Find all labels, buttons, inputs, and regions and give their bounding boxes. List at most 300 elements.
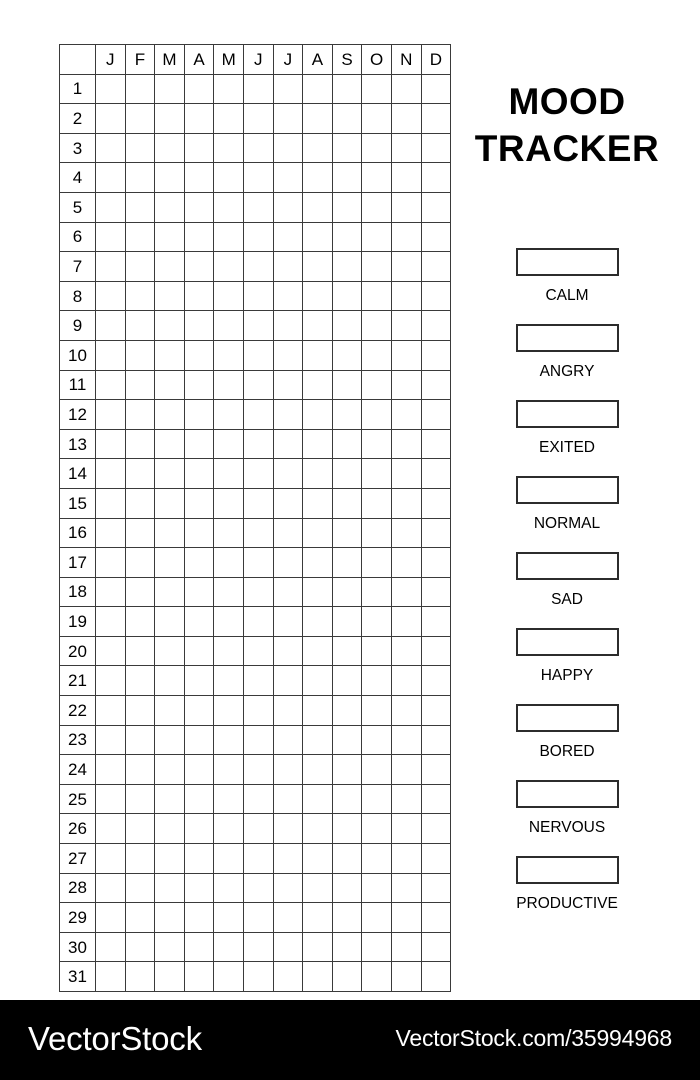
legend-color-swatch[interactable] (516, 476, 619, 504)
legend-color-swatch[interactable] (516, 400, 619, 428)
grid-entry-cell[interactable] (421, 281, 451, 311)
grid-entry-cell[interactable] (243, 666, 273, 696)
grid-entry-cell[interactable] (303, 459, 333, 489)
grid-entry-cell[interactable] (243, 636, 273, 666)
grid-entry-cell[interactable] (332, 607, 362, 637)
grid-entry-cell[interactable] (96, 844, 126, 874)
grid-entry-cell[interactable] (421, 725, 451, 755)
grid-entry-cell[interactable] (303, 252, 333, 282)
grid-entry-cell[interactable] (332, 873, 362, 903)
grid-entry-cell[interactable] (155, 104, 185, 134)
grid-entry-cell[interactable] (391, 252, 421, 282)
grid-entry-cell[interactable] (214, 636, 244, 666)
grid-entry-cell[interactable] (214, 666, 244, 696)
grid-entry-cell[interactable] (125, 370, 155, 400)
grid-entry-cell[interactable] (96, 488, 126, 518)
grid-entry-cell[interactable] (184, 814, 214, 844)
grid-entry-cell[interactable] (332, 755, 362, 785)
grid-entry-cell[interactable] (96, 459, 126, 489)
grid-entry-cell[interactable] (184, 607, 214, 637)
grid-entry-cell[interactable] (273, 370, 303, 400)
grid-entry-cell[interactable] (125, 252, 155, 282)
grid-entry-cell[interactable] (273, 74, 303, 104)
grid-entry-cell[interactable] (243, 400, 273, 430)
grid-entry-cell[interactable] (214, 281, 244, 311)
legend-color-swatch[interactable] (516, 780, 619, 808)
grid-entry-cell[interactable] (96, 340, 126, 370)
grid-entry-cell[interactable] (391, 133, 421, 163)
grid-entry-cell[interactable] (303, 844, 333, 874)
grid-entry-cell[interactable] (243, 577, 273, 607)
grid-entry-cell[interactable] (125, 281, 155, 311)
grid-entry-cell[interactable] (273, 311, 303, 341)
grid-entry-cell[interactable] (273, 814, 303, 844)
grid-entry-cell[interactable] (184, 281, 214, 311)
grid-entry-cell[interactable] (96, 873, 126, 903)
grid-entry-cell[interactable] (421, 814, 451, 844)
grid-entry-cell[interactable] (214, 429, 244, 459)
grid-entry-cell[interactable] (96, 370, 126, 400)
grid-entry-cell[interactable] (362, 873, 392, 903)
grid-entry-cell[interactable] (303, 548, 333, 578)
grid-entry-cell[interactable] (214, 400, 244, 430)
grid-entry-cell[interactable] (214, 962, 244, 992)
grid-entry-cell[interactable] (155, 74, 185, 104)
grid-entry-cell[interactable] (243, 74, 273, 104)
grid-entry-cell[interactable] (303, 104, 333, 134)
grid-entry-cell[interactable] (96, 725, 126, 755)
grid-entry-cell[interactable] (303, 281, 333, 311)
grid-entry-cell[interactable] (214, 340, 244, 370)
grid-entry-cell[interactable] (96, 607, 126, 637)
grid-entry-cell[interactable] (125, 577, 155, 607)
grid-entry-cell[interactable] (332, 725, 362, 755)
grid-entry-cell[interactable] (214, 518, 244, 548)
grid-entry-cell[interactable] (421, 666, 451, 696)
grid-entry-cell[interactable] (362, 548, 392, 578)
grid-entry-cell[interactable] (155, 311, 185, 341)
grid-entry-cell[interactable] (96, 903, 126, 933)
grid-entry-cell[interactable] (125, 488, 155, 518)
grid-entry-cell[interactable] (243, 133, 273, 163)
grid-entry-cell[interactable] (125, 518, 155, 548)
grid-entry-cell[interactable] (391, 281, 421, 311)
grid-entry-cell[interactable] (332, 429, 362, 459)
grid-entry-cell[interactable] (273, 281, 303, 311)
grid-entry-cell[interactable] (184, 222, 214, 252)
grid-entry-cell[interactable] (96, 281, 126, 311)
grid-entry-cell[interactable] (243, 873, 273, 903)
grid-entry-cell[interactable] (391, 400, 421, 430)
grid-entry-cell[interactable] (184, 962, 214, 992)
grid-entry-cell[interactable] (243, 163, 273, 193)
grid-entry-cell[interactable] (214, 814, 244, 844)
grid-entry-cell[interactable] (214, 459, 244, 489)
grid-entry-cell[interactable] (303, 370, 333, 400)
grid-entry-cell[interactable] (184, 133, 214, 163)
grid-entry-cell[interactable] (303, 666, 333, 696)
grid-entry-cell[interactable] (184, 252, 214, 282)
grid-entry-cell[interactable] (96, 696, 126, 726)
grid-entry-cell[interactable] (184, 903, 214, 933)
grid-entry-cell[interactable] (421, 903, 451, 933)
grid-entry-cell[interactable] (391, 518, 421, 548)
grid-entry-cell[interactable] (421, 755, 451, 785)
grid-entry-cell[interactable] (332, 163, 362, 193)
grid-entry-cell[interactable] (155, 340, 185, 370)
grid-entry-cell[interactable] (273, 725, 303, 755)
grid-entry-cell[interactable] (273, 636, 303, 666)
grid-entry-cell[interactable] (332, 903, 362, 933)
grid-entry-cell[interactable] (214, 104, 244, 134)
grid-entry-cell[interactable] (243, 252, 273, 282)
grid-entry-cell[interactable] (184, 192, 214, 222)
grid-entry-cell[interactable] (303, 636, 333, 666)
grid-entry-cell[interactable] (391, 577, 421, 607)
grid-entry-cell[interactable] (273, 844, 303, 874)
grid-entry-cell[interactable] (362, 725, 392, 755)
grid-entry-cell[interactable] (155, 429, 185, 459)
grid-entry-cell[interactable] (155, 252, 185, 282)
grid-entry-cell[interactable] (273, 873, 303, 903)
grid-entry-cell[interactable] (362, 370, 392, 400)
grid-entry-cell[interactable] (184, 696, 214, 726)
grid-entry-cell[interactable] (155, 636, 185, 666)
grid-entry-cell[interactable] (332, 370, 362, 400)
grid-entry-cell[interactable] (184, 932, 214, 962)
grid-entry-cell[interactable] (391, 340, 421, 370)
grid-entry-cell[interactable] (243, 962, 273, 992)
grid-entry-cell[interactable] (421, 133, 451, 163)
grid-entry-cell[interactable] (421, 548, 451, 578)
grid-entry-cell[interactable] (391, 311, 421, 341)
grid-entry-cell[interactable] (391, 459, 421, 489)
grid-entry-cell[interactable] (303, 311, 333, 341)
grid-entry-cell[interactable] (273, 133, 303, 163)
grid-entry-cell[interactable] (96, 429, 126, 459)
grid-entry-cell[interactable] (125, 429, 155, 459)
grid-entry-cell[interactable] (184, 163, 214, 193)
grid-entry-cell[interactable] (303, 755, 333, 785)
grid-entry-cell[interactable] (273, 340, 303, 370)
grid-entry-cell[interactable] (214, 844, 244, 874)
grid-entry-cell[interactable] (125, 784, 155, 814)
grid-entry-cell[interactable] (362, 459, 392, 489)
grid-entry-cell[interactable] (332, 548, 362, 578)
grid-entry-cell[interactable] (243, 222, 273, 252)
grid-entry-cell[interactable] (243, 488, 273, 518)
grid-entry-cell[interactable] (155, 518, 185, 548)
grid-entry-cell[interactable] (362, 666, 392, 696)
grid-entry-cell[interactable] (125, 696, 155, 726)
grid-entry-cell[interactable] (421, 932, 451, 962)
grid-entry-cell[interactable] (421, 192, 451, 222)
grid-entry-cell[interactable] (362, 932, 392, 962)
grid-entry-cell[interactable] (303, 133, 333, 163)
grid-entry-cell[interactable] (243, 696, 273, 726)
grid-entry-cell[interactable] (155, 696, 185, 726)
grid-entry-cell[interactable] (391, 548, 421, 578)
grid-entry-cell[interactable] (362, 962, 392, 992)
grid-entry-cell[interactable] (96, 400, 126, 430)
legend-color-swatch[interactable] (516, 628, 619, 656)
grid-entry-cell[interactable] (421, 577, 451, 607)
grid-entry-cell[interactable] (421, 784, 451, 814)
grid-entry-cell[interactable] (96, 311, 126, 341)
grid-entry-cell[interactable] (214, 932, 244, 962)
grid-entry-cell[interactable] (391, 163, 421, 193)
grid-entry-cell[interactable] (421, 962, 451, 992)
grid-entry-cell[interactable] (332, 74, 362, 104)
grid-entry-cell[interactable] (303, 192, 333, 222)
grid-entry-cell[interactable] (391, 725, 421, 755)
grid-entry-cell[interactable] (391, 488, 421, 518)
grid-entry-cell[interactable] (243, 518, 273, 548)
grid-entry-cell[interactable] (155, 192, 185, 222)
grid-entry-cell[interactable] (243, 429, 273, 459)
grid-entry-cell[interactable] (243, 784, 273, 814)
grid-entry-cell[interactable] (332, 192, 362, 222)
grid-entry-cell[interactable] (125, 814, 155, 844)
grid-entry-cell[interactable] (125, 133, 155, 163)
grid-entry-cell[interactable] (421, 873, 451, 903)
grid-entry-cell[interactable] (362, 281, 392, 311)
grid-entry-cell[interactable] (273, 932, 303, 962)
grid-entry-cell[interactable] (273, 429, 303, 459)
grid-entry-cell[interactable] (391, 370, 421, 400)
grid-entry-cell[interactable] (391, 784, 421, 814)
grid-entry-cell[interactable] (273, 104, 303, 134)
grid-entry-cell[interactable] (303, 903, 333, 933)
grid-entry-cell[interactable] (362, 755, 392, 785)
grid-entry-cell[interactable] (184, 459, 214, 489)
grid-entry-cell[interactable] (184, 873, 214, 903)
grid-entry-cell[interactable] (273, 459, 303, 489)
grid-entry-cell[interactable] (362, 696, 392, 726)
grid-entry-cell[interactable] (214, 873, 244, 903)
grid-entry-cell[interactable] (332, 636, 362, 666)
grid-entry-cell[interactable] (421, 696, 451, 726)
grid-entry-cell[interactable] (125, 666, 155, 696)
grid-entry-cell[interactable] (362, 133, 392, 163)
grid-entry-cell[interactable] (214, 370, 244, 400)
grid-entry-cell[interactable] (421, 844, 451, 874)
grid-entry-cell[interactable] (332, 696, 362, 726)
grid-entry-cell[interactable] (96, 192, 126, 222)
grid-entry-cell[interactable] (421, 518, 451, 548)
grid-entry-cell[interactable] (243, 459, 273, 489)
grid-entry-cell[interactable] (184, 636, 214, 666)
grid-entry-cell[interactable] (125, 903, 155, 933)
grid-entry-cell[interactable] (421, 104, 451, 134)
grid-entry-cell[interactable] (391, 962, 421, 992)
grid-entry-cell[interactable] (96, 548, 126, 578)
grid-entry-cell[interactable] (421, 163, 451, 193)
grid-entry-cell[interactable] (273, 548, 303, 578)
grid-entry-cell[interactable] (303, 74, 333, 104)
grid-entry-cell[interactable] (155, 962, 185, 992)
grid-entry-cell[interactable] (332, 666, 362, 696)
grid-entry-cell[interactable] (214, 548, 244, 578)
grid-entry-cell[interactable] (332, 340, 362, 370)
grid-entry-cell[interactable] (273, 252, 303, 282)
grid-entry-cell[interactable] (184, 518, 214, 548)
grid-entry-cell[interactable] (421, 488, 451, 518)
grid-entry-cell[interactable] (214, 725, 244, 755)
grid-entry-cell[interactable] (362, 311, 392, 341)
grid-entry-cell[interactable] (155, 400, 185, 430)
grid-entry-cell[interactable] (303, 932, 333, 962)
grid-entry-cell[interactable] (184, 429, 214, 459)
grid-entry-cell[interactable] (155, 459, 185, 489)
grid-entry-cell[interactable] (362, 577, 392, 607)
grid-entry-cell[interactable] (96, 755, 126, 785)
grid-entry-cell[interactable] (421, 252, 451, 282)
grid-entry-cell[interactable] (332, 311, 362, 341)
grid-entry-cell[interactable] (332, 488, 362, 518)
grid-entry-cell[interactable] (273, 607, 303, 637)
grid-entry-cell[interactable] (96, 74, 126, 104)
grid-entry-cell[interactable] (184, 548, 214, 578)
grid-entry-cell[interactable] (125, 222, 155, 252)
grid-entry-cell[interactable] (332, 400, 362, 430)
grid-entry-cell[interactable] (391, 814, 421, 844)
grid-entry-cell[interactable] (155, 725, 185, 755)
grid-entry-cell[interactable] (332, 518, 362, 548)
grid-entry-cell[interactable] (391, 104, 421, 134)
grid-entry-cell[interactable] (184, 577, 214, 607)
grid-entry-cell[interactable] (273, 962, 303, 992)
grid-entry-cell[interactable] (184, 784, 214, 814)
grid-entry-cell[interactable] (125, 636, 155, 666)
grid-entry-cell[interactable] (421, 459, 451, 489)
grid-entry-cell[interactable] (125, 459, 155, 489)
grid-entry-cell[interactable] (155, 666, 185, 696)
grid-entry-cell[interactable] (362, 104, 392, 134)
grid-entry-cell[interactable] (273, 400, 303, 430)
legend-color-swatch[interactable] (516, 704, 619, 732)
grid-entry-cell[interactable] (96, 814, 126, 844)
grid-entry-cell[interactable] (214, 74, 244, 104)
grid-entry-cell[interactable] (125, 74, 155, 104)
grid-entry-cell[interactable] (96, 222, 126, 252)
grid-entry-cell[interactable] (214, 252, 244, 282)
grid-entry-cell[interactable] (96, 666, 126, 696)
grid-entry-cell[interactable] (362, 488, 392, 518)
grid-entry-cell[interactable] (332, 133, 362, 163)
grid-entry-cell[interactable] (421, 370, 451, 400)
grid-entry-cell[interactable] (96, 133, 126, 163)
grid-entry-cell[interactable] (273, 163, 303, 193)
grid-entry-cell[interactable] (96, 784, 126, 814)
grid-entry-cell[interactable] (362, 636, 392, 666)
grid-entry-cell[interactable] (155, 577, 185, 607)
grid-entry-cell[interactable] (421, 340, 451, 370)
grid-entry-cell[interactable] (332, 932, 362, 962)
grid-entry-cell[interactable] (184, 666, 214, 696)
grid-entry-cell[interactable] (303, 518, 333, 548)
grid-entry-cell[interactable] (303, 962, 333, 992)
grid-entry-cell[interactable] (214, 903, 244, 933)
grid-entry-cell[interactable] (332, 962, 362, 992)
grid-entry-cell[interactable] (214, 192, 244, 222)
grid-entry-cell[interactable] (96, 518, 126, 548)
grid-entry-cell[interactable] (155, 784, 185, 814)
grid-entry-cell[interactable] (391, 636, 421, 666)
grid-entry-cell[interactable] (96, 104, 126, 134)
grid-entry-cell[interactable] (362, 400, 392, 430)
grid-entry-cell[interactable] (96, 636, 126, 666)
grid-entry-cell[interactable] (303, 340, 333, 370)
grid-entry-cell[interactable] (303, 725, 333, 755)
grid-entry-cell[interactable] (184, 488, 214, 518)
grid-entry-cell[interactable] (332, 577, 362, 607)
grid-entry-cell[interactable] (125, 725, 155, 755)
grid-entry-cell[interactable] (214, 133, 244, 163)
grid-entry-cell[interactable] (155, 281, 185, 311)
grid-entry-cell[interactable] (391, 844, 421, 874)
grid-entry-cell[interactable] (362, 518, 392, 548)
grid-entry-cell[interactable] (421, 429, 451, 459)
grid-entry-cell[interactable] (214, 784, 244, 814)
grid-entry-cell[interactable] (362, 429, 392, 459)
grid-entry-cell[interactable] (184, 755, 214, 785)
grid-entry-cell[interactable] (332, 844, 362, 874)
grid-entry-cell[interactable] (214, 607, 244, 637)
grid-entry-cell[interactable] (332, 252, 362, 282)
grid-entry-cell[interactable] (184, 311, 214, 341)
grid-entry-cell[interactable] (155, 222, 185, 252)
grid-entry-cell[interactable] (243, 340, 273, 370)
grid-entry-cell[interactable] (391, 696, 421, 726)
grid-entry-cell[interactable] (273, 222, 303, 252)
grid-entry-cell[interactable] (273, 577, 303, 607)
grid-entry-cell[interactable] (273, 192, 303, 222)
grid-entry-cell[interactable] (391, 873, 421, 903)
grid-entry-cell[interactable] (421, 222, 451, 252)
grid-entry-cell[interactable] (96, 962, 126, 992)
grid-entry-cell[interactable] (243, 725, 273, 755)
grid-entry-cell[interactable] (273, 903, 303, 933)
grid-entry-cell[interactable] (96, 163, 126, 193)
grid-entry-cell[interactable] (125, 163, 155, 193)
grid-entry-cell[interactable] (243, 192, 273, 222)
grid-entry-cell[interactable] (362, 222, 392, 252)
grid-entry-cell[interactable] (303, 784, 333, 814)
grid-entry-cell[interactable] (184, 844, 214, 874)
grid-entry-cell[interactable] (421, 607, 451, 637)
grid-entry-cell[interactable] (303, 400, 333, 430)
grid-entry-cell[interactable] (391, 932, 421, 962)
grid-entry-cell[interactable] (214, 755, 244, 785)
grid-entry-cell[interactable] (155, 814, 185, 844)
grid-entry-cell[interactable] (125, 607, 155, 637)
grid-entry-cell[interactable] (332, 814, 362, 844)
grid-entry-cell[interactable] (391, 903, 421, 933)
grid-entry-cell[interactable] (362, 192, 392, 222)
grid-entry-cell[interactable] (155, 548, 185, 578)
grid-entry-cell[interactable] (362, 844, 392, 874)
grid-entry-cell[interactable] (243, 281, 273, 311)
grid-entry-cell[interactable] (96, 577, 126, 607)
grid-entry-cell[interactable] (303, 488, 333, 518)
grid-entry-cell[interactable] (273, 755, 303, 785)
grid-entry-cell[interactable] (243, 844, 273, 874)
grid-entry-cell[interactable] (391, 429, 421, 459)
grid-entry-cell[interactable] (125, 873, 155, 903)
grid-entry-cell[interactable] (391, 192, 421, 222)
grid-entry-cell[interactable] (184, 400, 214, 430)
